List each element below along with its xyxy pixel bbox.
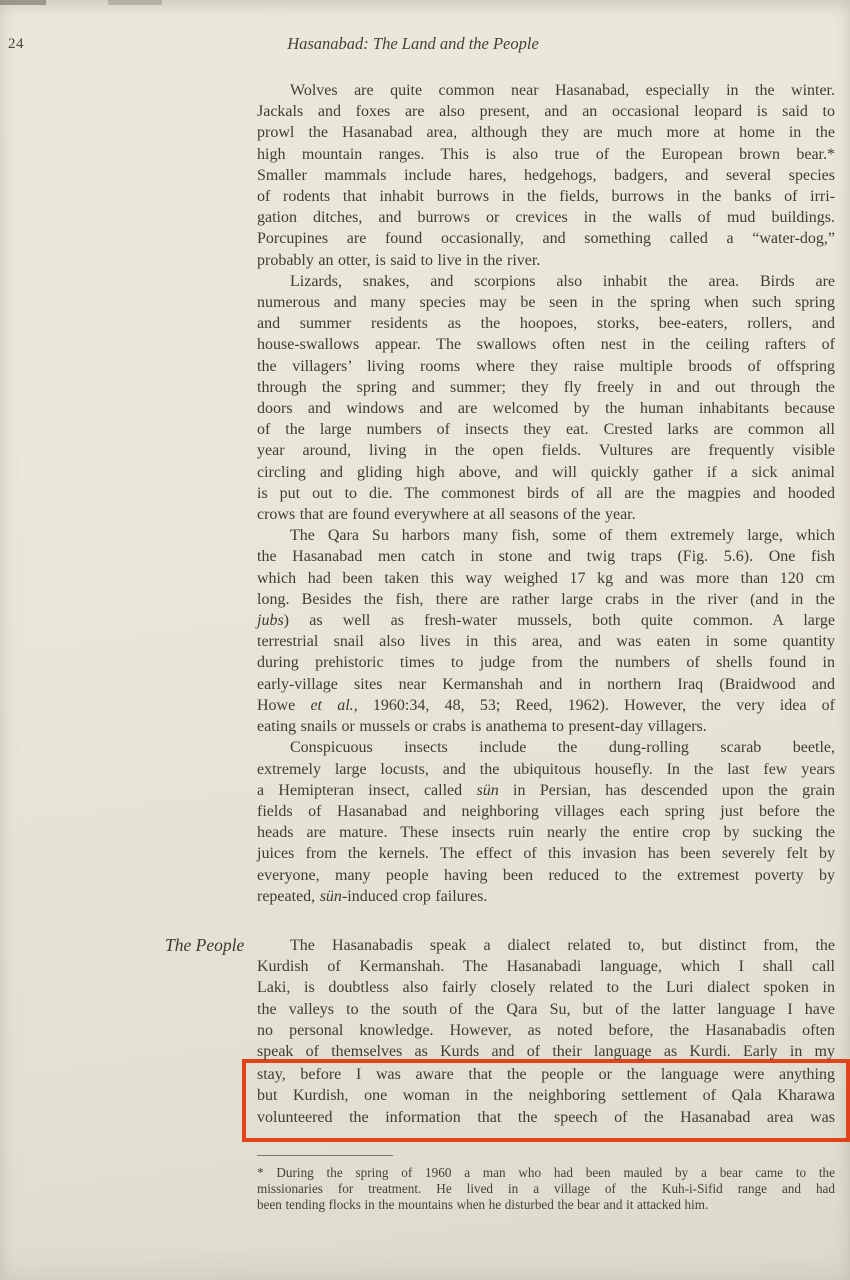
text-line: of the large numbers of insects they eat. Crested larks are common all (257, 421, 835, 439)
scan-artifact (0, 0, 46, 5)
text-line: the Hasanabad men catch in stone and twig traps (Fig. 5.6). One fish (257, 548, 835, 566)
highlight-box (242, 1059, 850, 1142)
text-line: probably an otter, is said to live in the river. (257, 251, 541, 269)
text-line: no personal knowledge. However, as noted before, the Hasanabadis often (257, 1021, 835, 1039)
text-line: the villagers’ living rooms where they raise multiple broods of offspring (257, 357, 835, 375)
text-line: house-swallows appear. The swallows often nest in the ceiling rafters of (257, 336, 835, 354)
text-line: and summer residents as the hoopoes, storks, bee-eaters, rollers, and (257, 315, 835, 333)
text-line: Laki, is doubtless also fairly closely related to the Luri dialect spoken in (257, 979, 835, 997)
text-line: during prehistoric times to judge from the numbers of shells found in (257, 654, 835, 672)
section-heading: The People (165, 934, 245, 955)
text-line: doors and windows and are welcomed by the human inhabitants because (257, 400, 835, 418)
text-line: been tending flocks in the mountains when he disturbed the bear and it attacked him. (257, 1196, 709, 1212)
text-line: crows that are found everywhere at all seasons of the year. (257, 506, 636, 524)
text-line: prowl the Hasanabad area, although they are much more at home in the (257, 124, 835, 142)
text-line: gation ditches, and burrows or crevices in the walls of mud buildings. (257, 209, 835, 227)
text-line: heads are mature. These insects ruin nearly the entire crop by sucking the (257, 824, 835, 842)
text-line: The Hasanabadis speak a dialect related to, but distinct from, the (290, 936, 835, 954)
paragraph (257, 271, 835, 525)
text-line: Kurdish of Kermanshah. The Hasanabadi language, which I shall call (257, 958, 835, 976)
text-line: Jackals and foxes are also present, and an occasional leopard is said to (257, 103, 835, 121)
text-line: year around, living in the open fields. Vultures are frequently visible (257, 442, 835, 460)
text-line: long. Besides the fish, there are rather large crabs in the river (and in the (257, 590, 835, 608)
text-line: stay, before I was aware that the people or the language were anything (257, 1066, 835, 1084)
footnote-divider (257, 1155, 393, 1156)
section-the-people (165, 934, 835, 1142)
text-line: juices from the kernels. The effect of this invasion has been severely felt by (257, 845, 835, 863)
people-paragraph (257, 935, 835, 1062)
footnote (257, 1165, 835, 1213)
text-line: jubs) as well as fresh-water mussels, both quite common. A large (257, 612, 835, 630)
text-line: everyone, many people having been reduced to the extremest poverty by (257, 866, 835, 884)
paragraph (257, 525, 835, 737)
text-line: high mountain ranges. This is also true of the European brown bear.* (257, 145, 835, 163)
text-line: missionaries for treatment. He lived in a village of the Kuh-i-Sifid range and had (257, 1180, 835, 1196)
text-line: through the spring and summer; they fly freely in and out through the (257, 378, 835, 396)
text-line: repeated, sün-induced crop failures. (257, 887, 488, 905)
text-line: eating snails or mussels or crabs is anathema to present-day villagers. (257, 718, 707, 736)
text-line: early-village sites near Kermanshah and in northern Iraq (Braidwood and (257, 675, 835, 693)
text-line: Conspicuous insects include the dung-rolling scarab beetle, (290, 739, 835, 757)
text-line: speak of themselves as Kurds and of their language as Kurdi. Early in my (257, 1042, 835, 1060)
text-line: terrestrial snail also lives in this area, and was eaten in some quantity (257, 633, 835, 651)
text-line: of rodents that inhabit burrows in the fields, burrows in the banks of irri- (257, 188, 835, 206)
text-line: which had been taken this way weighed 17 kg and was more than 120 cm (257, 569, 835, 587)
text-line: but Kurdish, one woman in the neighboring settlement of Qala Kharawa (257, 1087, 835, 1105)
text-line: the valleys to the south of the Qara Su, but of the latter language I have (257, 1000, 835, 1018)
scan-artifact (108, 0, 162, 5)
body-text (165, 80, 836, 1212)
text-line: numerous and many species may be seen in the spring when such spring (257, 294, 835, 312)
paragraph (257, 80, 835, 271)
text-line: Howe et al., 1960:34, 48, 53; Reed, 1962). However, the very idea of (257, 696, 836, 714)
text-line: fields of Hasanabad and neighboring villages each spring just before the (257, 802, 835, 820)
page-number: 24 (8, 36, 24, 52)
text-line: Wolves are quite common near Hasanabad, especially in the winter. (290, 82, 835, 99)
text-line: is put out to die. The commonest birds of all are the magpies and hooded (257, 484, 835, 502)
text-line: circling and gliding high above, and will quickly gather if a sick animal (257, 463, 835, 481)
text-line: Smaller mammals include hares, hedgehogs, badgers, and several species (257, 166, 835, 184)
text-line: Porcupines are found occasionally, and something called a “water-dog,” (257, 230, 835, 248)
body-paragraphs (257, 80, 835, 907)
text-line: volunteered the information that the speech of the Hasanabad area was (257, 1108, 835, 1126)
text-line: * During the spring of 1960 a man who had been mauled by a bear came to the (257, 1164, 835, 1180)
text-line: Lizards, snakes, and scorpions also inhabit the area. Birds are (290, 272, 835, 290)
text-line: extremely large locusts, and the ubiquitous housefly. In the last few years (257, 760, 835, 778)
text-line: The Qara Su harbors many fish, some of them extremely large, which (290, 527, 835, 545)
text-line: a Hemipteran insect, called sün in Persian, has descended upon the grain (257, 781, 835, 799)
running-header: Hasanabad: The Land and the People (287, 34, 539, 53)
paragraph (257, 737, 835, 907)
